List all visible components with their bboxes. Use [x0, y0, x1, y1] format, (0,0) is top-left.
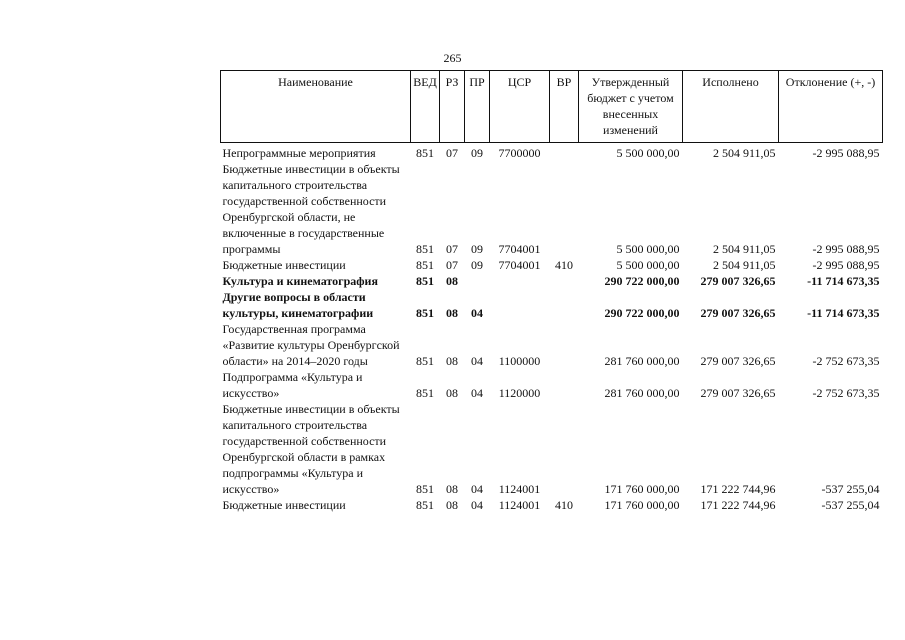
cell-executed: 171 222 744,96	[700, 482, 776, 496]
table-row	[221, 369, 883, 401]
cell-csr: 1100000	[498, 354, 541, 368]
cell-vr	[550, 273, 579, 289]
cell-name: Подпрограмма «Культура и искусство»	[222, 370, 363, 400]
cell-vr	[550, 289, 579, 321]
cell-rz: 07	[446, 258, 458, 272]
cell-approved: 171 760 000,00	[604, 482, 680, 496]
cell-ved: 851	[416, 242, 434, 256]
cell-approved: 290 722 000,00	[604, 274, 680, 288]
header-rz: РЗ	[440, 71, 465, 143]
cell-pr: 09	[471, 258, 483, 272]
cell-approved: 281 760 000,00	[604, 354, 680, 368]
cell-approved: 281 760 000,00	[604, 386, 680, 400]
cell-csr: 7704001	[498, 242, 541, 256]
cell-pr: 09	[471, 242, 483, 256]
cell-vr	[550, 143, 579, 162]
cell-pr: 09	[471, 146, 483, 160]
budget-table	[220, 70, 883, 513]
cell-executed: 2 504 911,05	[712, 258, 776, 272]
cell-csr: 1124001	[498, 498, 541, 512]
cell-vr	[550, 321, 579, 369]
cell-deviation: -2 995 088,95	[812, 258, 880, 272]
cell-executed: 2 504 911,05	[712, 242, 776, 256]
cell-deviation: -537 255,04	[821, 498, 880, 512]
cell-rz: 08	[446, 482, 458, 496]
table-row	[221, 257, 883, 273]
cell-ved: 851	[416, 306, 434, 320]
cell-csr: 7704001	[498, 258, 541, 272]
cell-ved: 851	[416, 258, 434, 272]
cell-csr: 1124001	[498, 482, 541, 496]
cell-executed: 2 504 911,05	[712, 146, 776, 160]
cell-rz: 08	[446, 354, 458, 368]
cell-deviation: -2 752 673,35	[812, 386, 880, 400]
table-body	[221, 143, 883, 514]
cell-csr	[490, 289, 550, 321]
cell-deviation: -2 995 088,95	[812, 242, 880, 256]
table-row	[221, 273, 883, 289]
header-deviation: Отклонение (+, -)	[779, 71, 883, 143]
header-approved: Утвержденный бюджет с учетом внесенных изменений	[579, 71, 683, 143]
cell-ved: 851	[416, 386, 434, 400]
cell-rz: 07	[446, 242, 458, 256]
header-name: Наименование	[221, 71, 411, 143]
cell-approved: 5 500 000,00	[616, 146, 680, 160]
cell-deviation: -2 995 088,95	[812, 146, 880, 160]
cell-vr	[550, 369, 579, 401]
table-row	[221, 497, 883, 513]
table-row	[221, 289, 883, 321]
cell-name: Бюджетные инвестиции	[222, 498, 346, 512]
cell-name: Непрограммные мероприятия	[222, 146, 376, 160]
table-row	[221, 143, 883, 162]
cell-approved: 5 500 000,00	[616, 242, 680, 256]
cell-ved: 851	[416, 274, 434, 288]
cell-deviation: -11 714 673,35	[807, 274, 880, 288]
header-csr: ЦСР	[490, 71, 550, 143]
cell-executed: 279 007 326,65	[700, 274, 776, 288]
cell-pr: 04	[471, 498, 483, 512]
cell-ved: 851	[416, 498, 434, 512]
header-ved: ВЕД	[411, 71, 440, 143]
cell-vr: 410	[555, 498, 573, 512]
cell-approved: 171 760 000,00	[604, 498, 680, 512]
cell-csr: 7700000	[498, 146, 541, 160]
cell-rz: 08	[446, 498, 458, 512]
table-row	[221, 321, 883, 369]
cell-rz: 07	[446, 146, 458, 160]
header-vr: ВР	[550, 71, 579, 143]
cell-executed: 171 222 744,96	[700, 498, 776, 512]
cell-vr: 410	[555, 258, 573, 272]
cell-csr: 1120000	[498, 386, 541, 400]
header-pr: ПР	[465, 71, 490, 143]
cell-rz: 08	[446, 386, 458, 400]
cell-name: Бюджетные инвестиции в объекты капитального строительства государственной собственности Оренбургской области, не включенные в государственные программы	[222, 162, 400, 256]
cell-pr: 04	[471, 482, 483, 496]
cell-name: Государственная программа «Развитие культуры Оренбургской области» на 2014–2020 годы	[222, 322, 400, 368]
cell-approved: 5 500 000,00	[616, 258, 680, 272]
page-number: 265	[443, 51, 462, 65]
cell-pr: 04	[471, 354, 483, 368]
cell-pr: 04	[471, 386, 483, 400]
cell-executed: 279 007 326,65	[700, 354, 776, 368]
cell-csr	[490, 273, 550, 289]
cell-deviation: -2 752 673,35	[812, 354, 880, 368]
cell-executed: 279 007 326,65	[700, 306, 776, 320]
header-executed: Исполнено	[683, 71, 779, 143]
cell-pr	[465, 273, 490, 289]
table-row	[221, 401, 883, 497]
table-row	[221, 161, 883, 257]
cell-name: Бюджетные инвестиции	[222, 258, 346, 272]
cell-approved: 290 722 000,00	[604, 306, 680, 320]
cell-name: Другие вопросы в области культуры, кинематографии	[222, 290, 374, 320]
cell-ved: 851	[416, 146, 434, 160]
cell-name: Культура и кинематография	[222, 274, 378, 288]
cell-deviation: -11 714 673,35	[807, 306, 880, 320]
cell-deviation: -537 255,04	[821, 482, 880, 496]
cell-vr	[550, 401, 579, 497]
table-header	[221, 71, 883, 143]
cell-pr: 04	[471, 306, 483, 320]
cell-executed: 279 007 326,65	[700, 386, 776, 400]
cell-rz: 08	[446, 306, 458, 320]
cell-name: Бюджетные инвестиции в объекты капитального строительства государственной собственности Оренбургской области в рамках подпрограммы «Культура и искусство»	[222, 402, 400, 496]
cell-ved: 851	[416, 482, 434, 496]
cell-ved: 851	[416, 354, 434, 368]
cell-rz: 08	[446, 274, 458, 288]
cell-vr	[550, 161, 579, 257]
